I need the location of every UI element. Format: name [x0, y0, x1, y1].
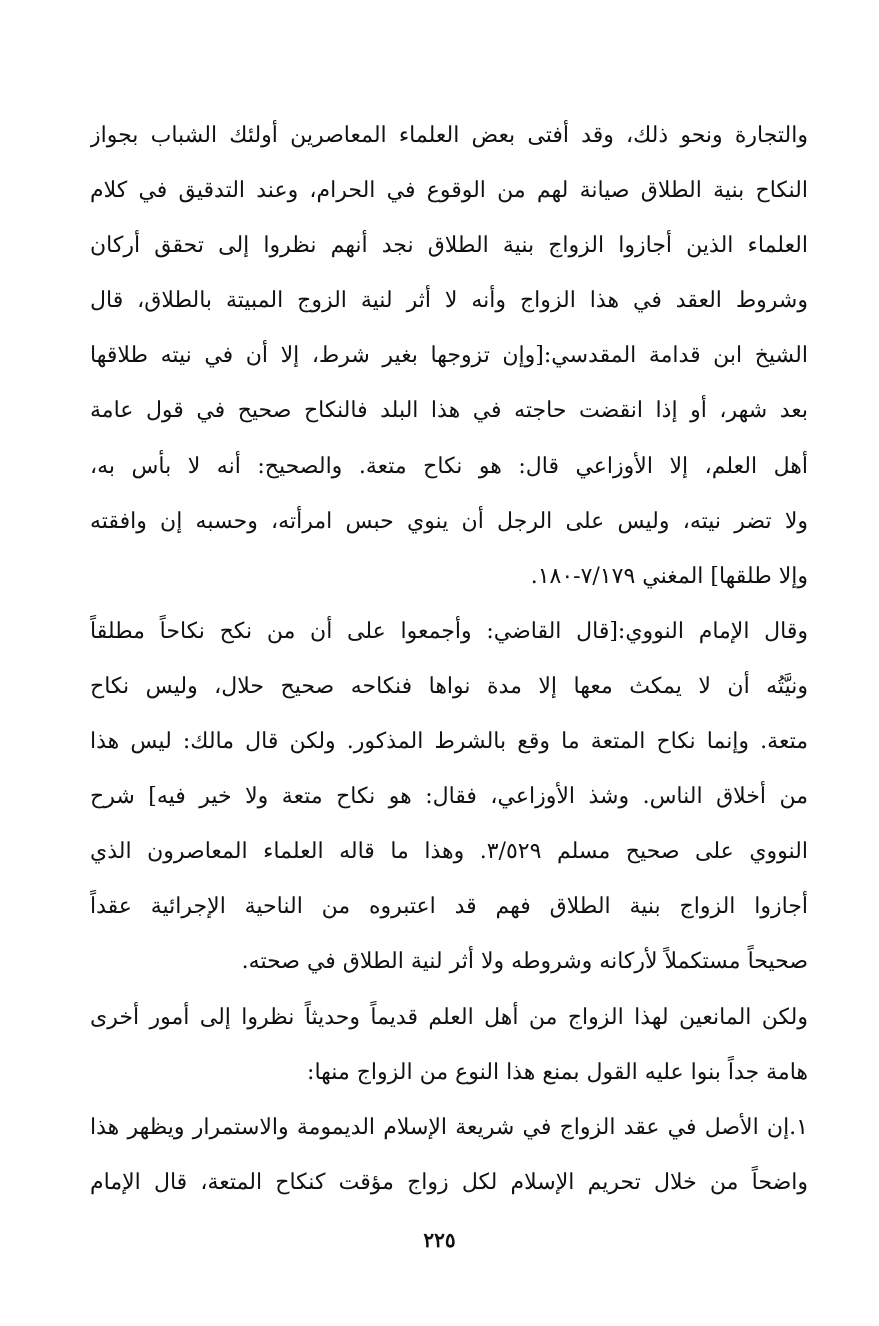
text-line: واضحاً من خلال تحريم الإسلام لكل زواج مؤقت كنكاح المتعة، قال الإمام: [90, 1169, 808, 1195]
text-line: ١.إن الأصل في عقد الزواج في شريعة الإسلام الديمومة والاستمرار ويظهر هذا: [90, 1114, 808, 1140]
text-line: النووي على صحيح مسلم ٣/٥٢٩. وهذا ما قاله العلماء المعاصرون الذي: [90, 839, 808, 865]
text-line: صحيحاً مستكملاً لأركانه وشروطه ولا أثر لنية الطلاق في صحته.: [241, 949, 808, 975]
text-line: وشروط العقد في هذا الزواج وأنه لا أثر لنية الزوج المبيتة بالطلاق، قال: [90, 288, 808, 314]
text-line: أجازوا الزواج بنية الطلاق فهم قد اعتبروه من الناحية الإجرائية عقداً: [90, 894, 808, 920]
text-line: من أخلاق الناس. وشذ الأوزاعي، فقال: هو نكاح متعة ولا خير فيه] شرح: [90, 784, 808, 810]
text-line: النكاح بنية الطلاق صيانة لهم من الوقوع في الحرام، وعند التدقيق في كلام: [90, 178, 808, 204]
text-line: ولا تضر نيته، وليس على الرجل أن ينوي حبس امرأته، وحسبه إن وافقته: [90, 508, 808, 534]
page-number: ٢٢٥: [423, 1228, 456, 1252]
text-line: بعد شهر، أو إذا انقضت حاجته في هذا البلد فالنكاح صحيح في قول عامة: [90, 398, 808, 424]
text-line: ولكن المانعين لهذا الزواج من أهل العلم قديماً وحديثاً نظروا إلى أمور أخرى: [90, 1004, 808, 1030]
text-line: متعة. وإنما نكاح المتعة ما وقع بالشرط المذكور. ولكن قال مالك: ليس هذا: [90, 729, 808, 755]
text-line: ونيَّتُه أن لا يمكث معها إلا مدة نواها فنكاحه صحيح حلال، وليس نكاح: [90, 673, 808, 699]
text-line: أهل العلم، إلا الأوزاعي قال: هو نكاح متعة. والصحيح: أنه لا بأس به،: [90, 453, 808, 479]
text-line: وإلا طلقها] المغني ٧/١٧٩-١٨٠.: [530, 563, 808, 589]
text-line: وقال الإمام النووي:[قال القاضي: وأجمعوا على أن من نكح نكاحاً مطلقاً: [90, 618, 808, 644]
text-line: هامة جداً بنوا عليه القول بمنع هذا النوع من الزواج منها:: [307, 1059, 808, 1085]
body-text: [90, 108, 808, 1210]
text-line: العلماء الذين أجازوا الزواج بنية الطلاق نجد أنهم نظروا إلى تحقق أركان: [90, 233, 808, 259]
text-line: الشيخ ابن قدامة المقدسي:[وإن تزوجها بغير شرط، إلا أن في نيته طلاقها: [90, 343, 808, 369]
text-line: والتجارة ونحو ذلك، وقد أفتى بعض العلماء المعاصرين أولئك الشباب بجواز: [90, 123, 808, 148]
